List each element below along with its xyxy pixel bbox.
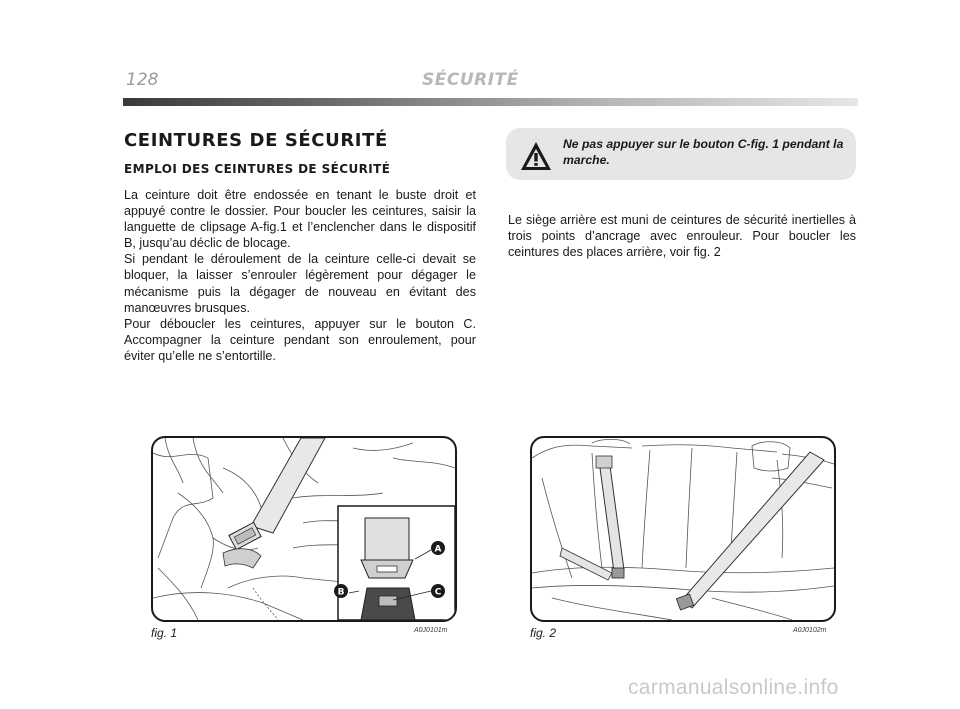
callout-c: [431, 584, 445, 598]
figure-1-illustration: [153, 438, 455, 620]
watermark: carmanualsonline.info: [628, 676, 839, 699]
figure-1-caption: fig. 1: [151, 626, 178, 640]
subsection-title: EMPLOI DES CEINTURES DE SÉCURITÉ: [124, 162, 391, 176]
body-text-left: [124, 187, 476, 364]
paragraph-3: Pour déboucler les ceintures, appuyer sur le bouton C. Accompagner la ceinture pendant son enroulement, pour éviter qu’elle ne s’entortille.: [124, 316, 476, 363]
paragraph-2: Si pendant le déroulement de la ceinture celle-ci devait se bloquer, la laisser s’enrouler légèrement pour dégager le mécanisme puis la dégager de nouveau en évitant des manœuvres brusques.: [124, 252, 476, 315]
figure-1-code: A0J0101m: [414, 627, 448, 634]
paragraph-1: La ceinture doit être endossée en tenant le buste droit et appuyé contre le dossier. Pour boucler les ceintures, saisir la languette de clipsage A-fig.1 et l’enclencher dans le dispositif B, jusqu’au déclic de blocage.: [124, 188, 476, 251]
warning-triangle-icon: [520, 141, 552, 171]
svg-text:B: B: [337, 587, 345, 598]
section-title: SÉCURITÉ: [422, 70, 519, 90]
callout-a: [431, 541, 445, 555]
figure-2-caption: fig. 2: [530, 626, 557, 640]
svg-text:A: A: [434, 544, 442, 555]
callout-b: [334, 584, 348, 598]
page-title: CEINTURES DE SÉCURITÉ: [124, 130, 388, 151]
figure-2: [530, 436, 836, 622]
figure-1: [151, 436, 457, 622]
svg-text:C: C: [434, 587, 442, 598]
page-number: 128: [126, 70, 159, 90]
figure-2-code: A0J0102m: [793, 627, 827, 634]
body-text-right: Le siège arrière est muni de ceintures de sécurité inertielles à trois points d’ancrage avec enrouleur. Pour boucler les ceintures des places arrière, voir fig. 2: [508, 213, 856, 260]
header-rule: [123, 98, 858, 106]
figure-2-illustration: [532, 438, 834, 620]
warning-text: Ne pas appuyer sur le bouton C-fig. 1 pendant la marche.: [563, 137, 844, 167]
